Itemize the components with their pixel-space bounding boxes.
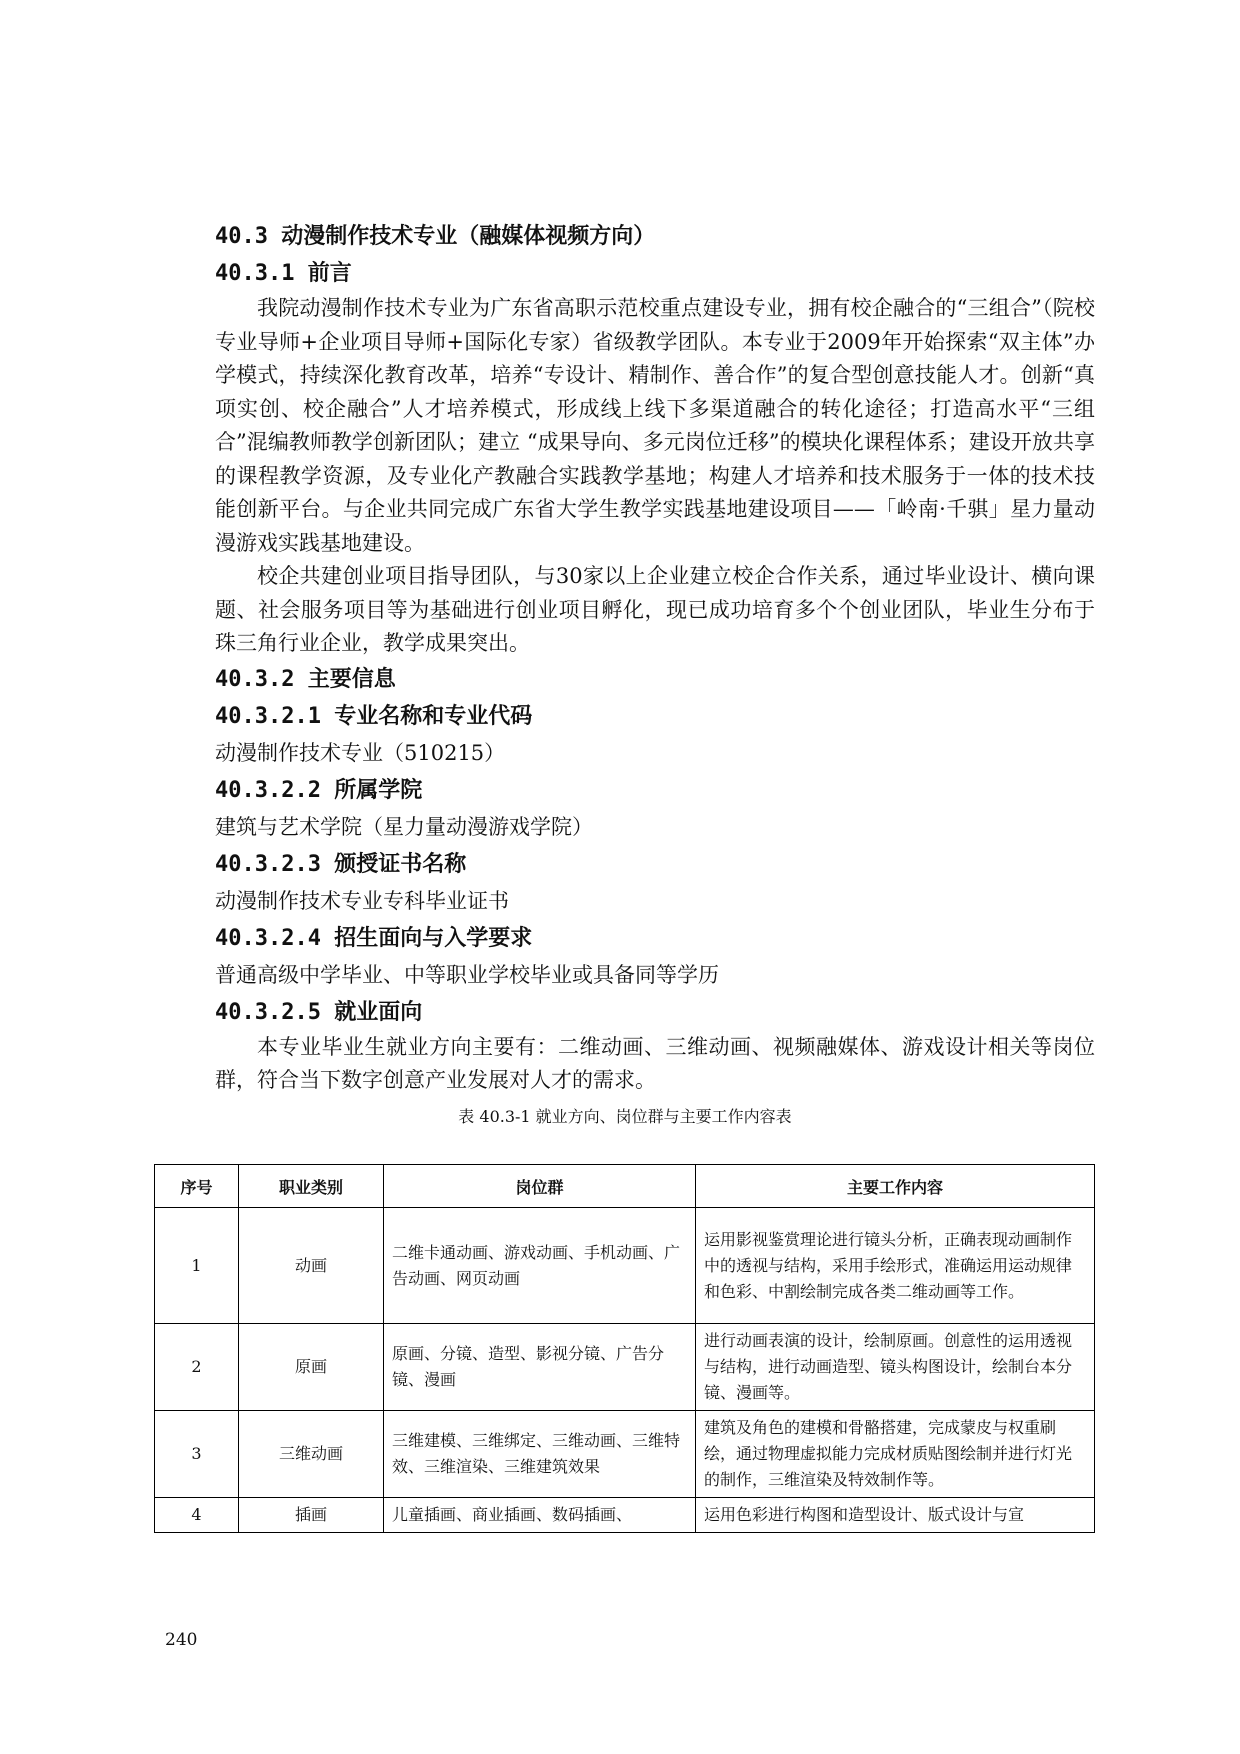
cell-category: 动画 — [239, 1208, 384, 1324]
text-employment: 本专业毕业生就业方向主要有：二维动画、三维动画、视频融媒体、游戏设计相关等岗位群，符合当下数字创意产业发展对人才的需求。 — [215, 1034, 1095, 1092]
heading-employment: 40.3.2.5 就业面向 — [215, 999, 423, 1025]
cell-no: 3 — [155, 1411, 239, 1498]
heading-college: 40.3.2.2 所属学院 — [215, 777, 423, 803]
cell-no: 1 — [155, 1208, 239, 1324]
cell-work-content: 建筑及角色的建模和骨骼搭建，完成蒙皮与权重刷绘，通过物理虚拟能力完成材质贴图绘制并进行灯光的制作，三维渲染及特效制作等。 — [696, 1411, 1095, 1498]
document-body — [215, 218, 1095, 1134]
page-number: 240 — [165, 1630, 198, 1650]
header-positions: 岗位群 — [384, 1165, 696, 1208]
table-caption: 表 40.3-1 就业方向、岗位群与主要工作内容表 — [458, 1106, 792, 1126]
table-header-row — [155, 1165, 1095, 1208]
table-row — [155, 1208, 1095, 1324]
heading-admission: 40.3.2.4 招生面向与入学要求 — [215, 925, 533, 951]
cell-category: 插画 — [239, 1498, 384, 1533]
heading-certificate: 40.3.2.3 颁授证书名称 — [215, 851, 467, 877]
preface-paragraph-1: 我院动漫制作技术专业为广东省高职示范校重点建设专业，拥有校企融合的“三组合”（院校专业导师+企业项目导师+国际化专家）省级教学团队。本专业于2009年开始探索“双主体”办学模式，持续深化教育改革，培养“专设计、精制作、善合作”的复合型创意技能人才。创新“真项实创、校企融合”人才培养模式，形成线上线下多渠道融合的转化途径；打造高水平“三组合”混编教师教学创新团队；建立 “成果导向、多元岗位迁移”的模块化课程体系；建设开放共享的课程教学资源，及专业化产教融合实践教学基地；构建人才培养和技术服务于一体的技术技能创新平台。与企业共同完成广东省大学生教学实践基地建设项目——「岭南·千骐」星力量动漫游戏实践基地建设。 — [215, 296, 1095, 555]
header-work-content: 主要工作内容 — [696, 1165, 1095, 1208]
employment-table — [154, 1164, 1095, 1533]
text-certificate: 动漫制作技术专业专科毕业证书 — [215, 888, 509, 913]
header-category: 职业类别 — [239, 1165, 384, 1208]
text-admission: 普通高级中学毕业、中等职业学校毕业或具备同等学历 — [215, 962, 719, 987]
table-row — [155, 1324, 1095, 1411]
cell-positions: 三维建模、三维绑定、三维动画、三维特效、三维渲染、三维建筑效果 — [384, 1411, 696, 1498]
heading-major-name-code: 40.3.2.1 专业名称和专业代码 — [215, 703, 533, 729]
header-no: 序号 — [155, 1165, 239, 1208]
section-title: 40.3 动漫制作技术专业（融媒体视频方向） — [215, 224, 656, 249]
cell-no: 4 — [155, 1498, 239, 1533]
subsection-title-preface: 40.3.1 前言 — [215, 261, 352, 286]
table-row — [155, 1411, 1095, 1498]
cell-work-content: 进行动画表演的设计，绘制原画。创意性的运用透视与结构，进行动画造型、镜头构图设计，绘制台本分镜、漫画等。 — [696, 1324, 1095, 1411]
cell-positions: 原画、分镜、造型、影视分镜、广告分镜、漫画 — [384, 1324, 696, 1411]
cell-category: 三维动画 — [239, 1411, 384, 1498]
cell-no: 2 — [155, 1324, 239, 1411]
cell-positions: 二维卡通动画、游戏动画、手机动画、广告动画、网页动画 — [384, 1208, 696, 1324]
text-college: 建筑与艺术学院（星力量动漫游戏学院） — [215, 814, 593, 839]
preface-paragraph-2: 校企共建创业项目指导团队，与30家以上企业建立校企合作关系，通过毕业设计、横向课题、社会服务项目等为基础进行创业项目孵化，现已成功培育多个个创业团队，毕业生分布于珠三角行业企业，教学成果突出。 — [215, 564, 1095, 655]
table-row — [155, 1498, 1095, 1533]
cell-work-content: 运用色彩进行构图和造型设计、版式设计与宣 — [696, 1498, 1095, 1533]
cell-work-content: 运用影视鉴赏理论进行镜头分析，正确表现动画制作中的透视与结构，采用手绘形式，准确运用运动规律和色彩、中割绘制完成各类二维动画等工作。 — [696, 1208, 1095, 1324]
subsection-title-main-info: 40.3.2 主要信息 — [215, 666, 396, 692]
text-major-name-code: 动漫制作技术专业（510215） — [215, 740, 506, 765]
cell-category: 原画 — [239, 1324, 384, 1411]
cell-positions: 儿童插画、商业插画、数码插画、 — [384, 1498, 696, 1533]
